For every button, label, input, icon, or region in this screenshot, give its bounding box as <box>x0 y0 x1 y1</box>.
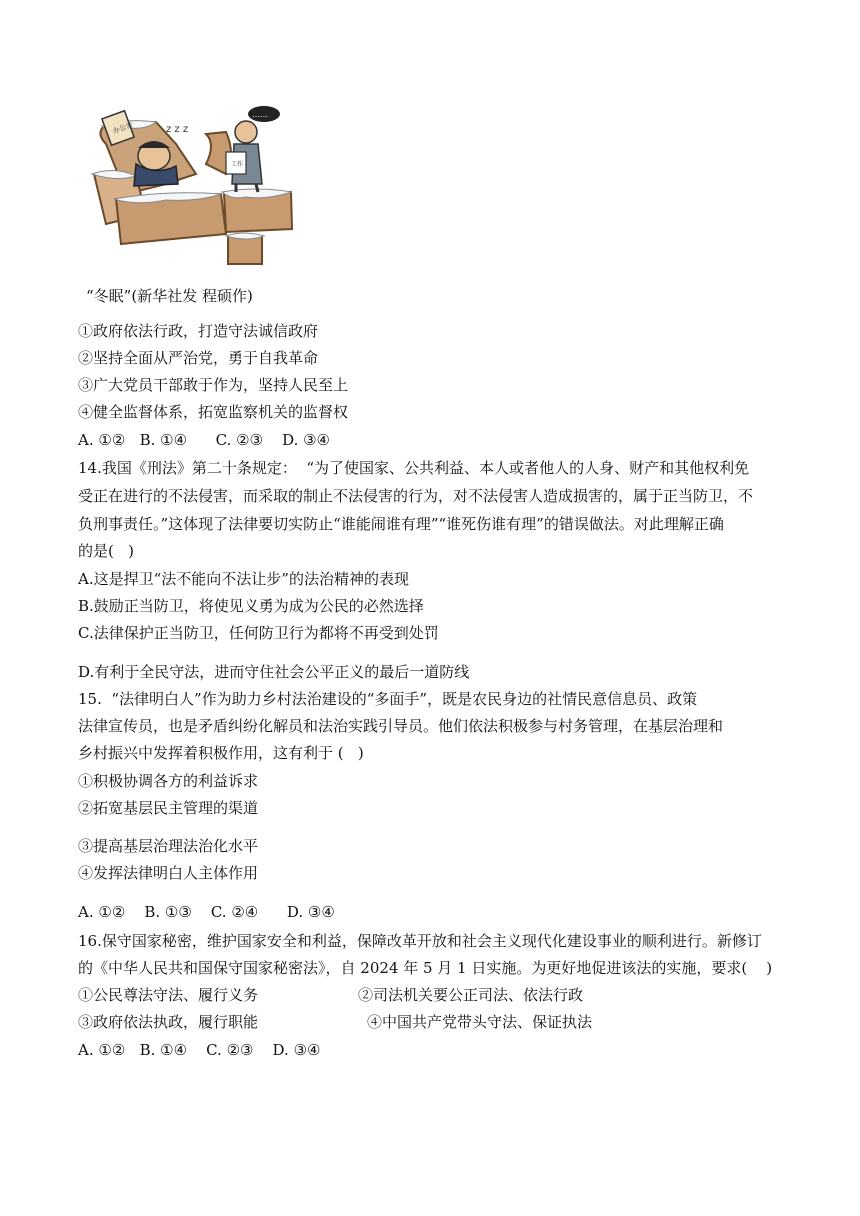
cartoon-illustration <box>86 104 296 274</box>
q15-option-2: ②拓宽基层民主管理的渠道 <box>78 799 259 817</box>
q14-stem-line-1: 14.我国《刑法》第二十条规定： “为了使国家、公共利益、本人或者他人的人身、财产和其他权利免 <box>78 459 750 477</box>
q13-option-4: ④健全监督体系，拓宽监察机关的监督权 <box>78 403 349 421</box>
q14-option-d: D.有利于全民守法，进而守住社会公平正义的最后一道防线 <box>78 663 470 681</box>
q15-stem-line-1: 15. “法律明白人”作为助力乡村法治建设的“多面手”，既是农民身边的社情民意信息员、政策 <box>78 690 698 708</box>
cartoon-document-text: 工作 <box>231 161 244 168</box>
q13-option-3: ③广大党员干部敢于作为，坚持人民至上 <box>78 376 349 394</box>
q15-option-1: ①积极协调各方的利益诉求 <box>78 772 259 790</box>
q13-option-2: ②坚持全面从严治党，勇于自我革命 <box>78 349 319 367</box>
q15-stem-line-3: 乡村振兴中发挥着积极作用，这有利于 ( ) <box>78 744 364 762</box>
q14-stem-line-2: 受正在进行的不法侵害，而采取的制止不法侵害的行为，对不法侵害人造成损害的，属于正当防卫，不 <box>78 487 754 505</box>
figure-caption: “冬眠”(新华社发 程硕作) <box>86 287 253 305</box>
q15-stem-line-2: 法律宣传员，也是矛盾纠纷化解员和法治实践引导员。他们依法积极参与村务管理，在基层治理和 <box>78 717 724 735</box>
q14-option-b: B.鼓励正当防卫，将使见义勇为成为公民的必然选择 <box>78 597 424 615</box>
q16-option-3: ③政府依法执政，履行职能 <box>78 1013 259 1031</box>
q14-option-c: C.法律保护正当防卫，任何防卫行为都将不再受到处罚 <box>78 624 439 642</box>
zzz-mark: z z z <box>166 124 189 135</box>
q16-option-1: ①公民尊法守法、履行义务 <box>78 986 259 1004</box>
q16-stem-line-2: 的《中华人民共和国保守国家秘密法》，自 2024 年 5 月 1 日实施。为更好地促进该法的实施，要求( ) <box>78 959 773 977</box>
q13-answer-choices: A. ①② B. ①④ C. ②③ D. ③④ <box>78 431 330 449</box>
q15-answer-choices: A. ①② B. ①③ C. ②④ D. ③④ <box>78 903 335 921</box>
q16-stem-line-1: 16.保守国家秘密，维护国家安全和利益，保障改革开放和社会主义现代化建设事业的顺利进行。新修订 <box>78 932 762 950</box>
speech-bubble-text: …… <box>252 110 268 119</box>
cartoon-sign-text: 办公室 <box>111 120 135 136</box>
q14-option-a: A.这是捍卫“法不能向不法让步”的法治精神的表现 <box>78 570 409 588</box>
q16-option-4: ④中国共产党带头守法、保证执法 <box>367 1013 593 1031</box>
q14-stem-line-4: 的是( ) <box>78 542 135 560</box>
q15-option-4: ④发挥法律明白人主体作用 <box>78 864 259 882</box>
q16-answer-choices: A. ①② B. ①④ C. ②③ D. ③④ <box>78 1041 321 1059</box>
q16-option-2: ②司法机关要公正司法、依法行政 <box>358 986 584 1004</box>
q14-stem-line-3: 负刑事责任。”这体现了法律要切实防止“谁能闹谁有理”“谁死伤谁有理”的错误做法。对此理解正确 <box>78 515 724 533</box>
q15-option-3: ③提高基层治理法治化水平 <box>78 837 259 855</box>
q13-option-1: ①政府依法行政，打造守法诚信政府 <box>78 322 319 340</box>
